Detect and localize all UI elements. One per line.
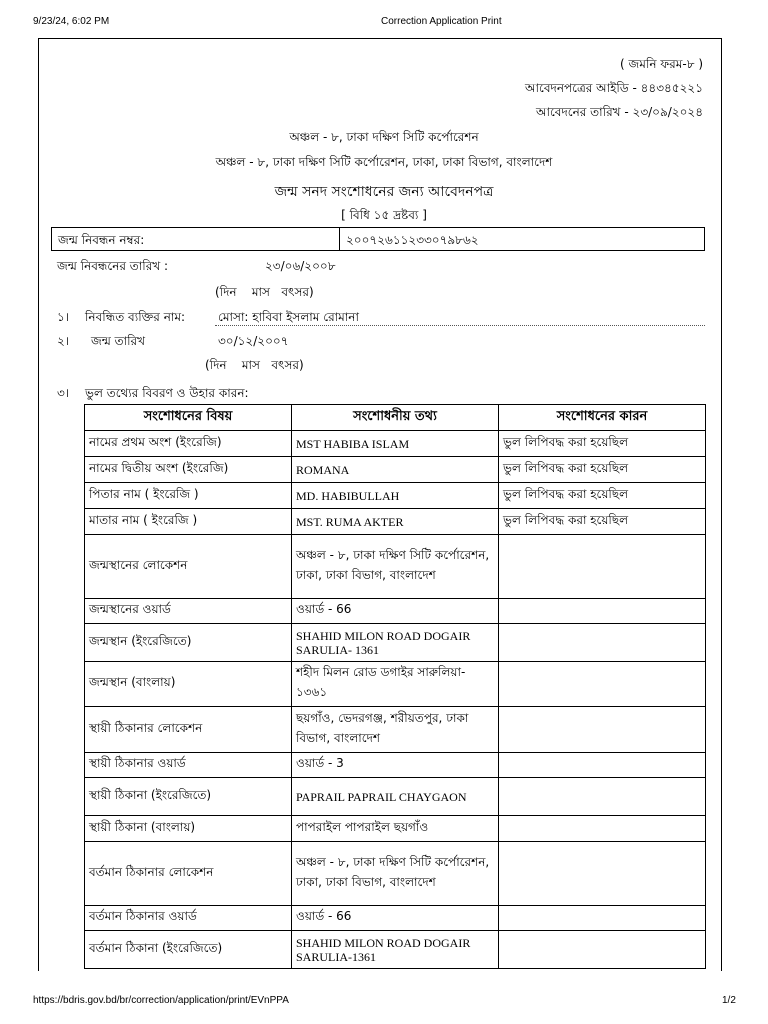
row-value: SHAHID MILON ROAD DOGAIR SARULIA- 1361 — [292, 624, 499, 662]
office-name: অঞ্চল - ৮, ঢাকা দক্ষিণ সিটি কর্পোরেশন — [289, 130, 479, 144]
row-subject: স্থায়ী ঠিকানা (ইংরেজিতে) — [85, 778, 292, 816]
row-value: MST HABIBA ISLAM — [292, 431, 499, 457]
row-subject: বর্তমান ঠিকানার ওয়ার্ড — [85, 906, 292, 931]
print-datetime: 9/23/24, 6:02 PM — [33, 16, 110, 27]
item3-label: ভুল তথ্যের বিবরণ ও উহার কারন: — [85, 386, 249, 400]
row-subject: স্থায়ী ঠিকানা (বাংলায়) — [85, 816, 292, 842]
row-value: SHAHID MILON ROAD DOGAIR SARULIA-1361 — [292, 931, 499, 969]
row-reason: ভুল লিপিবদ্ধ করা হয়েছিল — [499, 509, 706, 535]
row-value: ওয়ার্ড - 66 — [292, 599, 499, 624]
row-subject: নামের দ্বিতীয় অংশ (ইংরেজি) — [85, 457, 292, 483]
row-value: শহীদ মিলন রোড ডগাইর সারুলিয়া- ১৩৬১ — [292, 662, 499, 707]
row-subject: স্থায়ী ঠিকানার ওয়ার্ড — [85, 753, 292, 778]
row-value: অঞ্চল - ৮, ঢাকা দক্ষিণ সিটি কর্পোরেশন, ঢাকা, ঢাকা বিভাগ, বাংলাদেশ — [292, 535, 499, 599]
row-subject: জন্মস্থানের ওয়ার্ড — [85, 599, 292, 624]
item2-value: ৩০/১২/২০০৭ — [218, 334, 289, 348]
registration-number-value: ২০০৭২৬১১২৩৩০৭৯৮৬২ — [346, 233, 479, 247]
table-row — [85, 931, 706, 969]
row-reason: ভুল লিপিবদ্ধ করা হয়েছিল — [499, 457, 706, 483]
birth-date-format: (দিন মাস বৎসর) — [205, 358, 304, 372]
item1-label: নিবন্ধিত ব্যক্তির নাম: — [85, 310, 186, 324]
row-value: ছয়গাঁও, ভেদরগঞ্জ, শরীয়তপুর, ঢাকা বিভাগ, বাংলাদেশ — [292, 707, 499, 753]
form-number: ( জমনি ফরম-৮ ) — [620, 57, 703, 71]
row-value: অঞ্চল - ৮, ঢাকা দক্ষিণ সিটি কর্পোরেশন, ঢাকা, ঢাকা বিভাগ, বাংলাদেশ — [292, 842, 499, 906]
registration-date-label: জন্ম নিবন্ধনের তারিখ : — [57, 259, 169, 273]
registration-number-label: জন্ম নিবন্ধন নম্বর: — [52, 228, 340, 250]
row-subject: বর্তমান ঠিকানার লোকেশন — [85, 842, 292, 906]
item2-label: জন্ম তারিখ — [91, 334, 146, 348]
print-page-number: 1/2 — [722, 995, 736, 1006]
header-correct-info: সংশোধনীয় তথ্য — [292, 405, 499, 431]
table-header-row — [85, 405, 706, 431]
row-subject: নামের প্রথম অংশ (ইংরেজি) — [85, 431, 292, 457]
row-reason — [499, 753, 706, 778]
row-value: PAPRAIL PAPRAIL CHAYGAON — [292, 778, 499, 816]
header-subject: সংশোধনের বিষয় — [85, 405, 292, 431]
row-subject: জন্মস্থানের লোকেশন — [85, 535, 292, 599]
form-rule: [ বিধি ১৫ দ্রষ্টব্য ] — [341, 208, 427, 222]
row-subject: মাতার নাম ( ইংরেজি ) — [85, 509, 292, 535]
row-reason — [499, 707, 706, 753]
row-reason — [499, 816, 706, 842]
table-row — [85, 457, 706, 483]
row-reason — [499, 662, 706, 707]
item2-number: ২। — [57, 334, 70, 348]
row-reason — [499, 906, 706, 931]
row-reason — [499, 599, 706, 624]
row-value: ROMANA — [292, 457, 499, 483]
table-row — [85, 842, 706, 906]
row-reason — [499, 535, 706, 599]
table-row — [85, 778, 706, 816]
row-reason — [499, 931, 706, 969]
row-reason: ভুল লিপিবদ্ধ করা হয়েছিল — [499, 431, 706, 457]
row-subject: বর্তমান ঠিকানা (ইংরেজিতে) — [85, 931, 292, 969]
row-subject: জন্মস্থান (ইংরেজিতে) — [85, 624, 292, 662]
table-row — [85, 509, 706, 535]
table-row — [85, 535, 706, 599]
item1-underline — [215, 325, 705, 326]
table-row — [85, 431, 706, 457]
row-subject: স্থায়ী ঠিকানার লোকেশন — [85, 707, 292, 753]
print-page-title: Correction Application Print — [381, 16, 502, 27]
row-reason — [499, 624, 706, 662]
table-row — [85, 906, 706, 931]
table-row — [85, 707, 706, 753]
row-value: MD. HABIBULLAH — [292, 483, 499, 509]
header-reason: সংশোধনের কারন — [499, 405, 706, 431]
row-value: MST. RUMA AKTER — [292, 509, 499, 535]
item1-value: মোসা: হাবিবা ইসলাম রোমানা — [218, 310, 359, 324]
registration-date-format: (দিন মাস বৎসর) — [215, 285, 314, 299]
form-heading: জন্ম সনদ সংশোধনের জন্য আবেদনপত্র — [274, 184, 494, 200]
print-url: https://bdris.gov.bd/br/correction/application/print/EVnPPA — [33, 995, 289, 1006]
application-id: আবেদনপত্রের আইডি - ৪৪৩৪৫২২১ — [525, 81, 703, 95]
registration-date-value: ২৩/০৬/২০০৮ — [265, 259, 336, 273]
corrections-table — [84, 404, 706, 969]
registration-number-box — [51, 227, 705, 251]
table-row — [85, 624, 706, 662]
row-reason — [499, 842, 706, 906]
table-row — [85, 816, 706, 842]
row-value: ওয়ার্ড - 66 — [292, 906, 499, 931]
table-row — [85, 483, 706, 509]
row-value: পাপরাইল পাপরাইল ছয়গাঁও — [292, 816, 499, 842]
table-row — [85, 662, 706, 707]
row-reason: ভুল লিপিবদ্ধ করা হয়েছিল — [499, 483, 706, 509]
table-row — [85, 753, 706, 778]
item3-number: ৩। — [57, 386, 70, 400]
row-reason — [499, 778, 706, 816]
row-value: ওয়ার্ড - 3 — [292, 753, 499, 778]
table-row — [85, 599, 706, 624]
application-date: আবেদনের তারিখ - ২৩/০৯/২০২৪ — [535, 105, 703, 119]
row-subject: পিতার নাম ( ইংরেজি ) — [85, 483, 292, 509]
office-address: অঞ্চল - ৮, ঢাকা দক্ষিণ সিটি কর্পোরেশন, ঢাকা, ঢাকা বিভাগ, বাংলাদেশ — [215, 155, 553, 169]
row-subject: জন্মস্থান (বাংলায়) — [85, 662, 292, 707]
item1-number: ১। — [57, 310, 70, 324]
